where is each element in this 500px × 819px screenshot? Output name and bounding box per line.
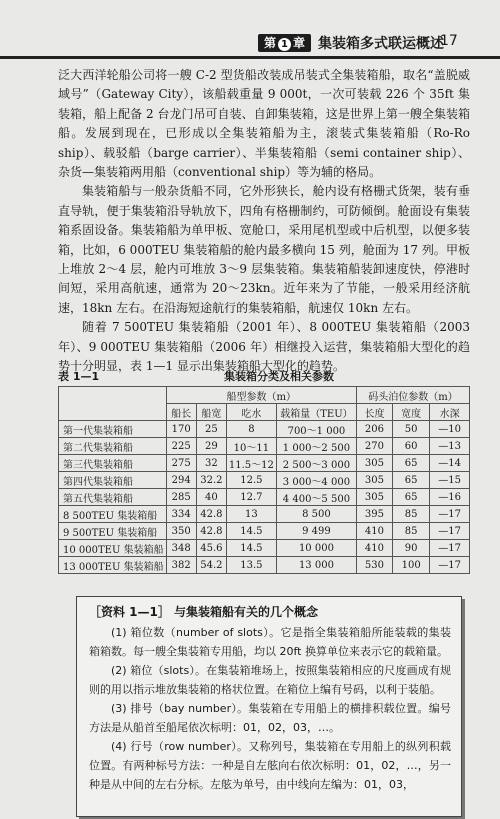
table-cell: —14: [430, 455, 470, 472]
table-cell: 10 000: [276, 540, 356, 557]
table-cell: 第二代集装箱船: [59, 438, 167, 455]
table-corner-cell: [59, 387, 167, 421]
table-cell: 270: [356, 438, 392, 455]
table-cell: 3 000～4 000: [276, 472, 356, 489]
table-cell: 348: [166, 540, 196, 557]
table-cell: 13 000: [276, 557, 356, 574]
table-cell: 10 000TEU 集装箱船: [59, 540, 167, 557]
table-cell: —17: [430, 523, 470, 540]
table-cell: 410: [356, 540, 392, 557]
table-cell: 42.8: [196, 523, 226, 540]
table-cell: 305: [356, 489, 392, 506]
table-cell: 100: [392, 557, 429, 574]
table-cell: 25: [196, 421, 226, 438]
table-cell: 294: [166, 472, 196, 489]
resource-box: [76, 596, 462, 817]
table-cell: 90: [392, 540, 429, 557]
paragraph-3: 随着 7 500TEU 集装箱船（2001 年）、8 000TEU 集装箱船（2003 年）、9 000TEU 集装箱船（2006 年）相继投入运营，集装箱船大型化的趋势十分明显，表 1—1 显示出集装箱船大型化的趋势。: [58, 320, 470, 374]
table-cell: 60: [392, 438, 429, 455]
table-column-header: 水深: [430, 404, 470, 421]
table-cell: 65: [392, 472, 429, 489]
table-cell: 11.5～12: [226, 455, 276, 472]
page-header: [0, 0, 500, 59]
chapter-suffix: 章: [293, 36, 306, 50]
table-cell: 32: [196, 455, 226, 472]
table-cell: 12.7: [226, 489, 276, 506]
table-cell: 40: [196, 489, 226, 506]
table-cell: 700～1 000: [276, 421, 356, 438]
table-row: [59, 489, 470, 506]
table-cell: —17: [430, 540, 470, 557]
table-column-header: 船宽: [196, 404, 226, 421]
table-cell: —13: [430, 438, 470, 455]
table-cell: 2 500～3 000: [276, 455, 356, 472]
table-cell: 334: [166, 506, 196, 523]
table-cell: 54.2: [196, 557, 226, 574]
table-cell: 10～11: [226, 438, 276, 455]
table-group-header: 码头泊位参数（m）: [356, 387, 469, 404]
resource-item: (4) 行号（row number）。又称列号，集装箱在专用船上的纵列积载位置。有两种标号方法：一种是自左舷向右依次标明：01，02，…，另一种是从中间的左右分标。左舷为单号，由中线向左编为：01，03，: [89, 740, 451, 791]
table-cell: 9 500TEU 集装箱船: [59, 523, 167, 540]
table-cell: 225: [166, 438, 196, 455]
table-column-header: 长度: [356, 404, 392, 421]
table-cell: —10: [430, 421, 470, 438]
table-cell: 第三代集装箱船: [59, 455, 167, 472]
table-cell: 530: [356, 557, 392, 574]
resource-item: (3) 排号（bay number）。集装箱在专用船上的横排积载位置。编号方法是从船首至船尾依次标明：01，02，03，…。: [89, 702, 451, 734]
table-cell: 410: [356, 523, 392, 540]
table-cell: 8 500TEU 集装箱船: [59, 506, 167, 523]
resource-body: [89, 623, 451, 794]
table-cell: 第五代集装箱船: [59, 489, 167, 506]
table-label: 表 1—1: [58, 370, 100, 383]
table-cell: 50: [392, 421, 429, 438]
table-cell: 42.8: [196, 506, 226, 523]
table-cell: 85: [392, 523, 429, 540]
table-column-header: 载箱量（TEU）: [276, 404, 356, 421]
table-row: [59, 506, 470, 523]
table-cell: 14.5: [226, 540, 276, 557]
table-cell: 170: [166, 421, 196, 438]
table-title: 集装箱分类及相关参数: [224, 370, 334, 383]
table-cell: 8: [226, 421, 276, 438]
table-cell: 第四代集装箱船: [59, 472, 167, 489]
table-cell: —15: [430, 472, 470, 489]
table-cell: 395: [356, 506, 392, 523]
resource-item: (1) 箱位数（number of slots）。它是指全集装箱船所能装载的集装箱箱数。每一艘全集装箱专用船，均以 20ft 换算单位来表示它的载箱量。: [89, 626, 451, 658]
table-column-header: 吃水: [226, 404, 276, 421]
table-cell: 45.6: [196, 540, 226, 557]
table-cell: 85: [392, 506, 429, 523]
resource-heading: ［资料 1—1］ 与集装箱船有关的几个概念: [89, 605, 319, 619]
table-column-header: 宽度: [392, 404, 429, 421]
table-cell: 13.5: [226, 557, 276, 574]
chapter-badge: [258, 34, 311, 52]
table-cell: 32.2: [196, 472, 226, 489]
table-cell: 382: [166, 557, 196, 574]
table-cell: 9 499: [276, 523, 356, 540]
table-cell: 4 400～5 500: [276, 489, 356, 506]
table-cell: 1 000～2 500: [276, 438, 356, 455]
table-cell: 350: [166, 523, 196, 540]
table-row: [59, 523, 470, 540]
table-cell: 第一代集装箱船: [59, 421, 167, 438]
table-cell: 305: [356, 472, 392, 489]
table-row: [59, 438, 470, 455]
table-cell: 29: [196, 438, 226, 455]
table-cell: 8 500: [276, 506, 356, 523]
table-cell: 13: [226, 506, 276, 523]
table-cell: 12.5: [226, 472, 276, 489]
table-cell: —16: [430, 489, 470, 506]
paragraph-1: 泛大西洋轮船公司将一艘 C-2 型货船改装成吊装式全集装箱船，取名“盖脱威域号”（Gateway City），该船载重量 9 000t，一次可装载 226 个 35ft 集装箱，船上配备 2 台龙门吊可自装、自卸集装箱，这是世界上第一艘全集装箱船。发展到现在，已形成以全集装箱船为主，滚装式集装箱船（Ro-Ro ship）、载驳船（barge carrier）、半集装箱船（semi container ship）、杂货—集装箱两用船（conventional ship）等为辅的格局。: [58, 68, 470, 180]
table-cell: 65: [392, 489, 429, 506]
resource-item: (2) 箱位（slots）。在集装箱堆场上，按照集装箱相应的尺度画成有规则的用以指示堆放集装箱的格状位置。在箱位上编有号码，以利于装船。: [89, 664, 451, 696]
table-cell: 285: [166, 489, 196, 506]
table-group-header: 船型参数（m）: [166, 387, 356, 404]
chapter-prefix: 第: [264, 36, 277, 50]
table-cell: 275: [166, 455, 196, 472]
table-row: [59, 472, 470, 489]
table-cell: 65: [392, 455, 429, 472]
paragraph-2: 集装箱船与一般杂货船不同，它外形狭长，舱内设有格栅式货架，装有垂直导轨，便于集装箱沿导轨放下，四角有格栅制约，可防倾倒。舱面设有集装箱系固设备。集装箱船为单甲板、宽舱口，采用尾机型或中后机型，以便多装箱，比如，6 000TEU 集装箱船的舱内最多横向 15 列，舱面为 17 列。甲板上堆放 2～4 层，舱内可堆放 3～9 层集装箱。集装箱船装卸速度快，停港时间短，采用高航速，通常为 20～23kn。近年来为了节能，一般采用经济航速，18kn 左右。在沿海短途航行的集装箱船，航速仅 10kn 左右。: [58, 184, 470, 315]
table-caption: [58, 366, 470, 384]
table-cell: —17: [430, 506, 470, 523]
table-row: [59, 455, 470, 472]
table-group-header-row: [59, 387, 470, 404]
table-cell: 305: [356, 455, 392, 472]
chapter-number: 1: [278, 38, 291, 51]
table-row: [59, 540, 470, 557]
table-cell: 206: [356, 421, 392, 438]
chapter-title: 集装箱多式联运概述: [318, 36, 444, 52]
table-cell: —17: [430, 557, 470, 574]
body-text: [58, 66, 470, 377]
container-ship-table: [58, 386, 470, 574]
table-row: [59, 557, 470, 574]
table-row: [59, 421, 470, 438]
table-body: [59, 421, 470, 574]
table-column-header: 船长: [166, 404, 196, 421]
table-cell: 13 000TEU 集装箱船: [59, 557, 167, 574]
page-number: 17: [440, 33, 458, 49]
table-cell: 14.5: [226, 523, 276, 540]
